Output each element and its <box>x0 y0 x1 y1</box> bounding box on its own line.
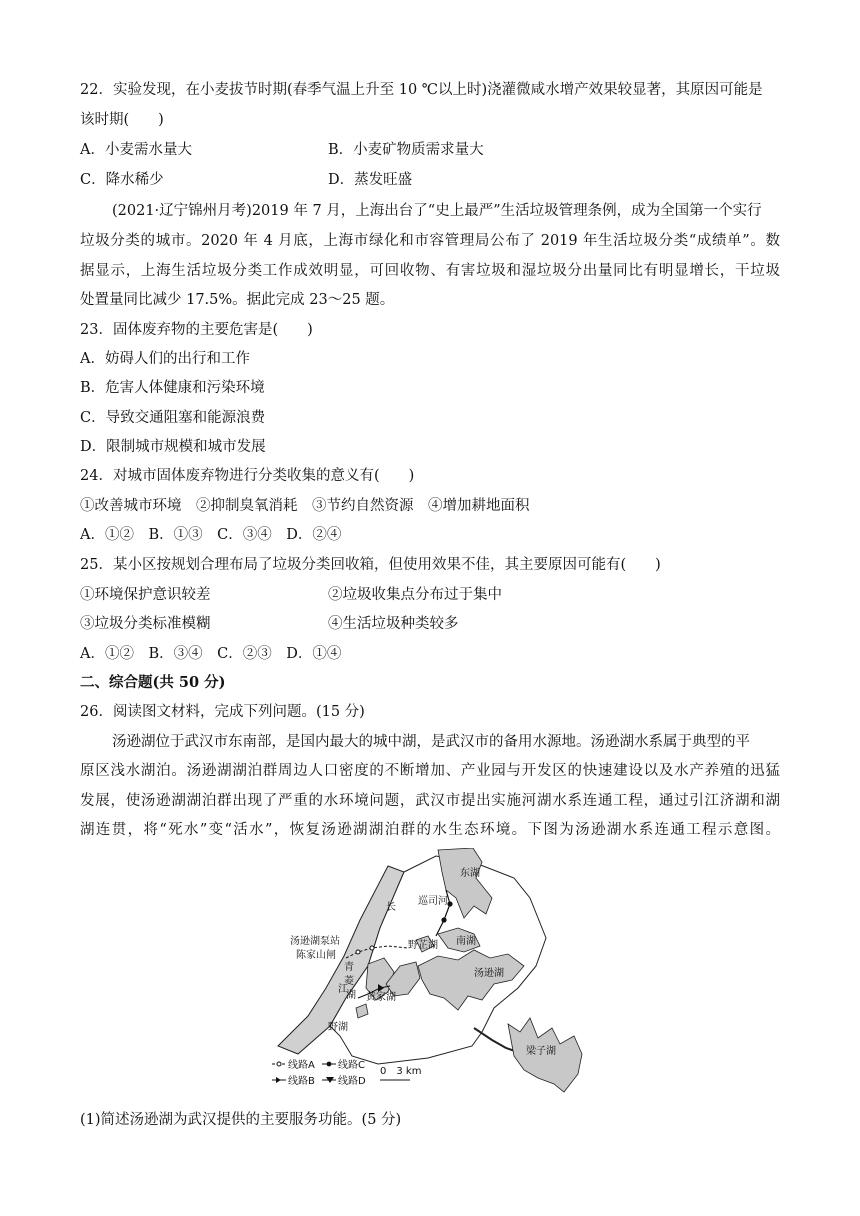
label-pump: 汤逊湖泵站 <box>290 936 340 947</box>
q26-material-line1: 汤逊湖位于武汉市东南部，是国内最大的城中湖，是武汉市的备用水源地。汤逊湖水系属于典型的平 <box>112 734 750 750</box>
q26-material-line3: 发展，使汤逊湖湖泊群出现了严重的水环境问题，武汉市提出实施河湖水系连通工程，通过引江济湖和湖 <box>80 793 780 809</box>
q25-item-1: ①环境保护意识较差 <box>80 587 211 603</box>
q23-option-c: C．导致交通阻塞和能源浪费 <box>80 410 266 426</box>
section2-title: 二、综合题(共 50 分) <box>80 674 226 691</box>
label-donghu: 东湖 <box>460 868 480 879</box>
q26-material-line2: 原区浅水湖泊。汤逊湖湖泊群周边人口密度的不断增加、产业园与开发区的快速建设以及水产养殖的迅猛 <box>80 763 780 779</box>
q26-sub1: (1)简述汤逊湖为武汉提供的主要服务功能。(5 分) <box>80 1112 402 1128</box>
q24-items: ①改善城市环境 ②抑制臭氧消耗 ③节约自然资源 ④增加耕地面积 <box>80 498 530 514</box>
label-ling: 菱 <box>344 976 354 987</box>
q24-stem: 24．对城市固体废弃物进行分类收集的意义有( ) <box>80 468 415 484</box>
label-tangxun: 汤逊湖 <box>474 968 504 979</box>
q23-option-b: B．危害人体健康和污染环境 <box>80 380 265 396</box>
q25-items-row2 <box>80 614 459 634</box>
q26-material-line4: 湖连贯，将“死水”变“活水”，恢复汤逊湖湖泊群的水生态环境。下图为汤逊湖水系连通工程示意图。 <box>80 822 780 838</box>
q26-stem: 26．阅读图文材料，完成下列问题。(15 分) <box>80 704 365 720</box>
label-hu: 湖 <box>346 990 356 1001</box>
label-yehu: 野湖 <box>328 1022 348 1033</box>
q25-item-2: ②垃圾收集点分布过于集中 <box>328 587 502 603</box>
q23-stem: 23．固体废弃物的主要危害是( ) <box>80 322 313 338</box>
q22-options-row2 <box>80 170 413 190</box>
route-c-node <box>441 917 446 922</box>
label-liangzi: 梁子湖 <box>526 1046 556 1057</box>
map-legend <box>272 1058 421 1087</box>
label-yezhi: 野芷湖 <box>408 940 438 951</box>
q25-item-3: ③垃圾分类标准模糊 <box>80 616 211 632</box>
legend-route-a: 线路A <box>288 1060 315 1071</box>
label-xunsi: 巡司河 <box>418 896 448 907</box>
q22-option-d: D．蒸发旺盛 <box>328 172 413 188</box>
q22-stem-line1: 22．实验发现，在小麦拔节时期(春季气温上升至 10 ℃以上时)浇灌微咸水增产效果较显著，其原因可能是 <box>80 82 763 98</box>
label-jiang: 江 <box>338 984 348 995</box>
legend-route-b: 线路B <box>288 1076 315 1087</box>
q24-answers: A．①② B．①③ C．③④ D．②④ <box>80 527 342 543</box>
q25-items-row1 <box>80 585 502 605</box>
q25-stem: 25．某小区按规划合理布局了垃圾分类回收箱，但使用效果不佳，其主要原因可能有( ) <box>80 557 661 573</box>
q23-option-a: A．妨碍人们的出行和工作 <box>80 351 250 367</box>
q22-option-a: A．小麦需水量大 <box>80 142 192 158</box>
q25-answers: A．①② B．③④ C．②③ D．①④ <box>80 646 342 662</box>
tangxun-lake-map <box>268 848 598 1098</box>
material1-line2: 垃圾分类的城市。2020 年 4 月底，上海市绿化和市容管理局公布了 2019 年生活垃圾分类“成绩单”。数 <box>80 233 780 249</box>
q25-item-4: ④生活垃圾种类较多 <box>328 616 459 632</box>
q22-stem-line2: 该时期( ) <box>80 112 164 128</box>
material1-line4: 处置量同比减少 17.5%。据此完成 23～25 题。 <box>80 292 395 308</box>
map-scale-label: 0 3 km <box>380 1066 422 1077</box>
label-nanhu: 南湖 <box>456 936 476 947</box>
q22-option-b: B．小麦矿物质需求量大 <box>328 142 484 158</box>
route-c-node <box>447 901 452 906</box>
label-huangjia: 黄家湖 <box>366 992 396 1003</box>
q22-option-c: C．降水稀少 <box>80 172 164 188</box>
q23-option-d: D．限制城市规模和城市发展 <box>80 439 266 455</box>
legend-route-d: 线路D <box>338 1076 366 1087</box>
label-qing: 青 <box>344 962 354 973</box>
route-a-node <box>356 950 360 954</box>
q22-options-row1 <box>80 140 484 160</box>
label-chang: 长 <box>386 902 396 913</box>
route-a-node <box>370 946 374 950</box>
material1-line1: (2021·辽宁锦州月考)2019 年 7 月，上海出台了“史上最严”生活垃圾管理条例，成为全国第一个实行 <box>112 203 762 219</box>
legend-route-c: 线路C <box>338 1060 365 1071</box>
label-chenjia: 陈家山闸 <box>296 950 336 961</box>
material1-line3: 据显示，上海生活垃圾分类工作成效明显，可回收物、有害垃圾和湿垃圾分出量同比有明显增长，干垃圾 <box>80 263 780 279</box>
